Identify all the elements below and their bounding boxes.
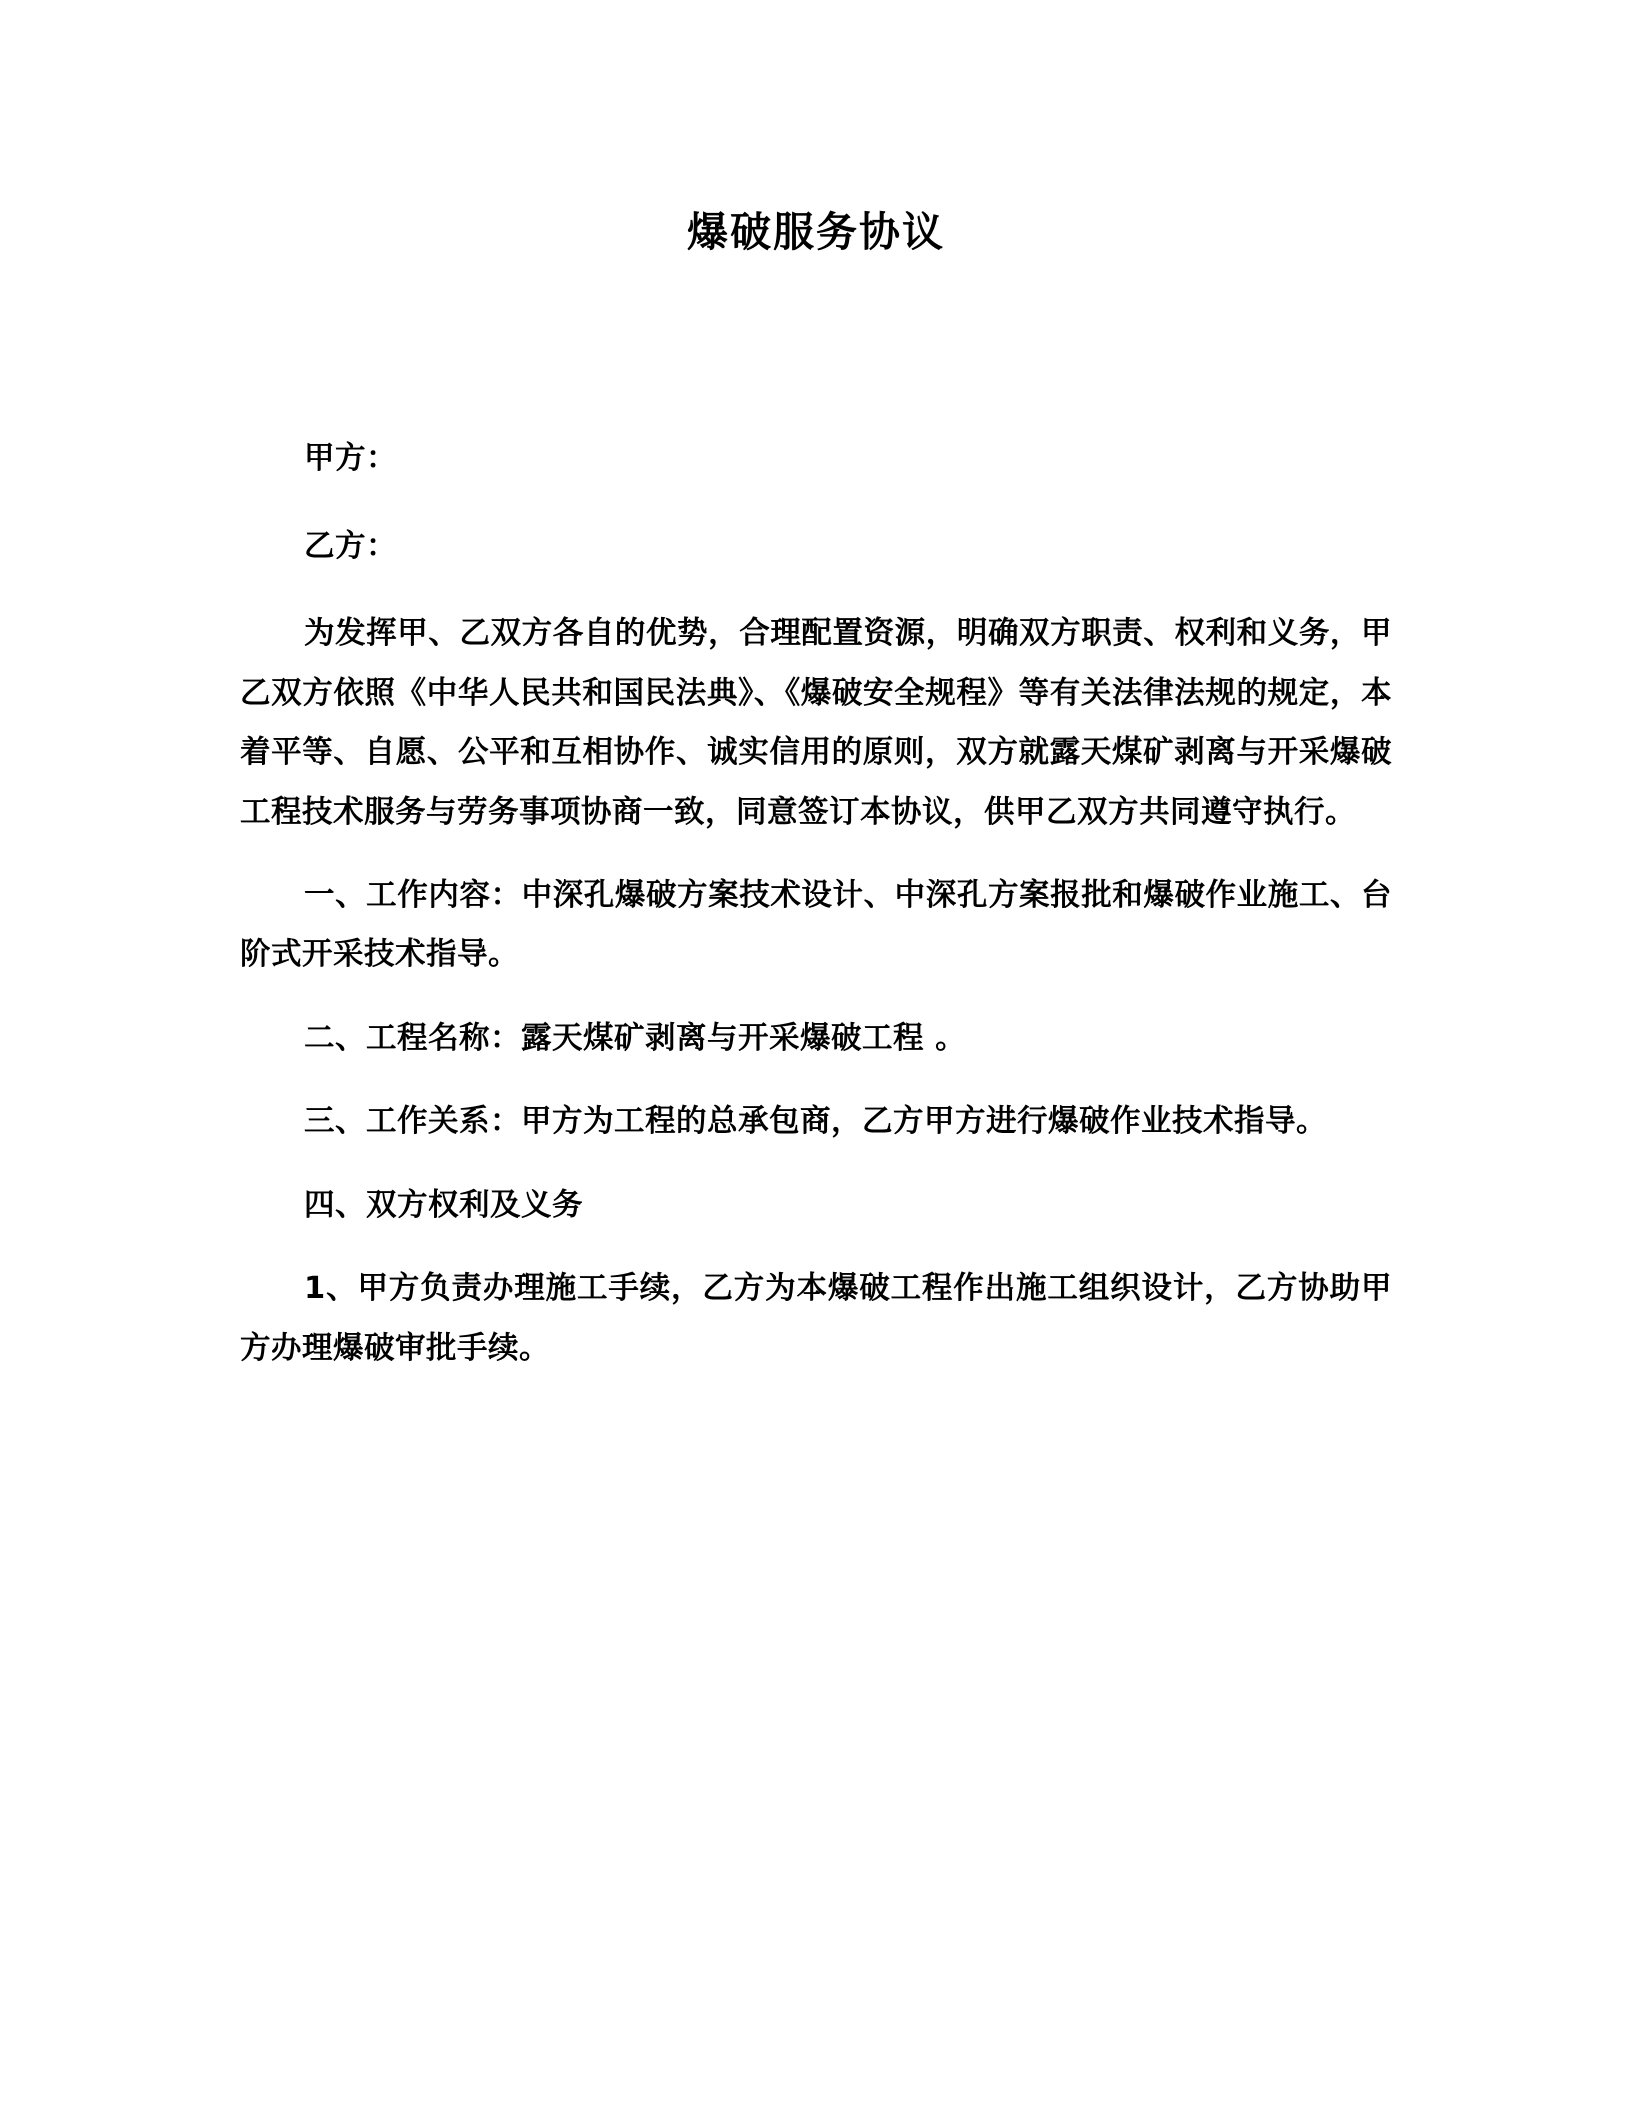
clause-3: 三、工作关系：甲方为工程的总承包商，乙方甲方进行爆破作业技术指导。 (304, 1104, 1327, 1140)
party-b-line: 乙方： (304, 528, 397, 564)
party-a-line: 甲方： (304, 441, 397, 477)
clause-2: 二、工程名称：露天煤矿剥离与开采爆破工程 。 (304, 1020, 967, 1056)
clause-1: 一、工作内容：中深孔爆破方案技术设计、中深孔方案报批和爆破作业施工、台阶式开采技术指导。 (240, 878, 1392, 973)
clause-4-item-1: 1、甲方负责办理施工手续，乙方为本爆破工程作出施工组织设计，乙方协助甲方办理爆破审批手续。 (240, 1271, 1392, 1366)
spacer (240, 842, 1392, 866)
spacer (240, 576, 1392, 604)
spacer (240, 1235, 1392, 1259)
clause-4: 四、双方权利及义务 (304, 1187, 583, 1223)
page-title: 爆破服务协议 (687, 208, 945, 256)
spacer (240, 489, 1392, 517)
preamble-paragraph: 为发挥甲、乙双方各自的优势，合理配置资源，明确双方职责、权利和义务，甲乙双方依照《中华人民共和国民法典》、《爆破安全规程》等有关法律法规的规定，本着平等、自愿、公平和互相协作、诚实信用的原则，双方就露天煤矿剥离与开采爆破工程技术服务与劳务事项协商一致，同意签订本协议，供甲乙双方共同遵守执行。 (240, 616, 1392, 830)
document-body (240, 257, 1392, 1378)
spacer (240, 1068, 1392, 1092)
spacer (240, 1152, 1392, 1176)
spacer (240, 985, 1392, 1009)
